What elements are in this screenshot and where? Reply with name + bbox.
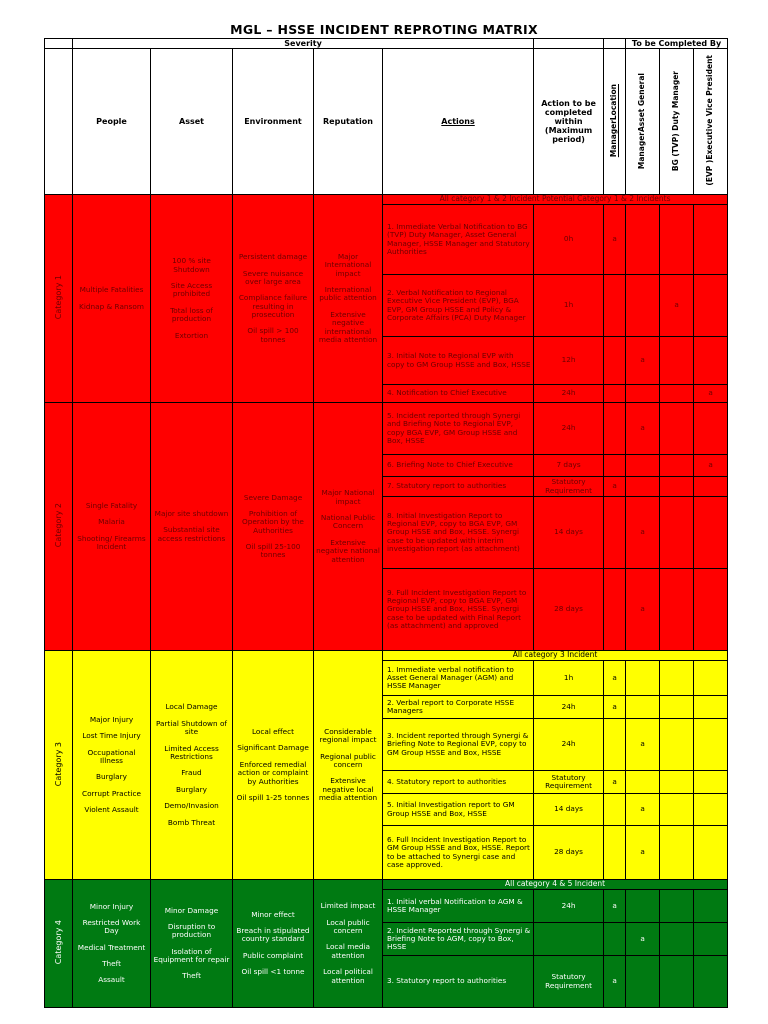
action-time: 14 days xyxy=(534,794,604,826)
responsibility-mark xyxy=(626,771,660,794)
responsibility-mark xyxy=(694,205,728,275)
severity-reputation-item: Local media attention xyxy=(326,942,370,960)
severity-asset-cell xyxy=(151,880,233,1008)
category-row xyxy=(45,195,728,205)
responsibility-mark xyxy=(604,794,626,826)
role-header-location-manager: ManagerLocation xyxy=(609,84,619,158)
responsibility-mark xyxy=(626,696,660,719)
responsibility-mark xyxy=(660,696,694,719)
role-header-evp: (EVP )Executive Vice President xyxy=(705,55,715,186)
responsibility-mark: a xyxy=(604,477,626,497)
responsibility-mark xyxy=(694,497,728,569)
severity-asset-cell xyxy=(151,651,233,880)
responsibility-mark xyxy=(626,205,660,275)
action-time: 24h xyxy=(534,890,604,923)
action-time: 1h xyxy=(534,661,604,696)
severity-asset-cell xyxy=(151,403,233,651)
severity-environment-item: Local effect xyxy=(251,727,295,737)
action-time: 24h xyxy=(534,696,604,719)
responsibility-mark xyxy=(660,890,694,923)
role-header-asset-general-manager: ManagerAsset General xyxy=(637,72,647,169)
action-time: 7 days xyxy=(534,455,604,477)
action-time: 28 days xyxy=(534,826,604,880)
severity-people-cell xyxy=(73,403,151,651)
severity-asset-item: 100 % site Shutdown xyxy=(172,256,211,274)
severity-asset-item: Demo/Invasion xyxy=(164,801,219,811)
severity-people-cell xyxy=(73,195,151,403)
responsibility-mark xyxy=(660,794,694,826)
category-row xyxy=(45,651,728,661)
category-label-text: Category 1 xyxy=(53,275,63,320)
responsibility-mark xyxy=(626,956,660,1008)
severity-people-cell xyxy=(73,880,151,1008)
responsibility-mark xyxy=(694,794,728,826)
severity-environment-cell xyxy=(233,880,314,1008)
responsibility-mark xyxy=(694,569,728,651)
responsibility-mark xyxy=(626,455,660,477)
responsibility-mark xyxy=(694,403,728,455)
category-label xyxy=(45,651,73,880)
severity-reputation-item: Local political attention xyxy=(323,967,373,985)
action-time: 12h xyxy=(534,337,604,385)
severity-environment-item: Severe Damage xyxy=(243,492,303,502)
severity-environment-item: Severe nuisance over large area xyxy=(242,268,304,286)
responsibility-mark xyxy=(694,890,728,923)
severity-environment-item: Oil spill 25-100 tonnes xyxy=(245,542,301,560)
severity-environment-cell xyxy=(233,195,314,403)
responsibility-mark xyxy=(660,719,694,771)
action-time: Statutory Requirement xyxy=(534,771,604,794)
responsibility-mark xyxy=(694,661,728,696)
severity-asset-item: Minor Damage xyxy=(164,905,219,915)
severity-reputation-item: Major International impact xyxy=(324,251,372,278)
action-time xyxy=(534,923,604,956)
severity-people-item: Restricted Work Day xyxy=(82,917,141,936)
severity-environment-item: Oil spill 1-25 tonnes xyxy=(236,792,310,802)
severity-reputation-item: International public attention xyxy=(319,285,377,303)
responsibility-mark: a xyxy=(604,956,626,1008)
action-time: 14 days xyxy=(534,497,604,569)
category-row xyxy=(45,880,728,890)
responsibility-mark: a xyxy=(604,696,626,719)
responsibility-mark xyxy=(626,661,660,696)
action-time: 24h xyxy=(534,403,604,455)
severity-reputation-item: Considerable regional impact xyxy=(319,726,377,745)
responsibility-mark xyxy=(660,826,694,880)
incident-matrix xyxy=(44,38,728,1008)
responsibility-mark xyxy=(694,956,728,1008)
responsibility-mark xyxy=(694,696,728,719)
category-label xyxy=(45,403,73,651)
reputation-header: Reputation xyxy=(314,49,383,195)
severity-people-item: Assault xyxy=(98,975,125,985)
severity-people-item: Corrupt Practice xyxy=(81,788,141,798)
responsibility-mark xyxy=(604,275,626,337)
action-text: 3. Initial Note to Regional EVP with copy to GM Group HSSE and Box, HSSE xyxy=(383,337,534,385)
severity-people-item: Single Fatality xyxy=(85,500,138,510)
severity-people-item: Lost Time Injury xyxy=(82,731,141,741)
severity-asset-item: Disruption to production xyxy=(167,921,216,940)
severity-reputation-item: Major National impact xyxy=(321,488,375,506)
category-label xyxy=(45,195,73,403)
asset-header: Asset xyxy=(151,49,233,195)
severity-asset-item: Burglary xyxy=(176,784,207,794)
page-title: MGL – HSSE INCIDENT REPROTING MATRIX xyxy=(230,22,538,37)
responsibility-mark: a xyxy=(626,403,660,455)
responsibility-mark: a xyxy=(626,794,660,826)
action-text: 7. Statutory report to authorities xyxy=(383,477,534,497)
action-text: 6. Briefing Note to Chief Executive xyxy=(383,455,534,477)
severity-asset-item: Partial Shutdown of site xyxy=(155,718,228,737)
people-header: People xyxy=(73,49,151,195)
all-category-label: All category 4 & 5 Incident xyxy=(383,880,728,890)
severity-reputation-item: National Public Concern xyxy=(320,513,376,531)
environment-header: Environment xyxy=(233,49,314,195)
severity-asset-item: Isolation of Equipment for repair xyxy=(153,946,230,965)
responsibility-mark xyxy=(604,826,626,880)
severity-people-cell xyxy=(73,651,151,880)
severity-asset-item: Bomb Threat xyxy=(167,817,216,827)
severity-environment-item: Persistent damage xyxy=(238,252,308,262)
severity-asset-item: Fraud xyxy=(181,768,202,778)
responsibility-mark xyxy=(660,385,694,403)
responsibility-mark xyxy=(694,337,728,385)
severity-asset-item: Major site shutdown xyxy=(154,509,229,519)
all-category-label: All category 3 Incident xyxy=(383,651,728,661)
responsibility-mark: a xyxy=(660,275,694,337)
severity-people-item: Minor Injury xyxy=(89,901,134,911)
severity-people-item: Shooting/ Firearms Incident xyxy=(77,533,146,552)
role-header-duty-manager: BG (TVP) Duty Manager xyxy=(671,70,681,171)
responsibility-mark xyxy=(694,826,728,880)
action-text: 5. Initial Investigation report to GM Group HSSE and Box, HSSE xyxy=(383,794,534,826)
responsibility-mark: a xyxy=(604,661,626,696)
severity-people-item: Theft xyxy=(102,959,121,969)
severity-reputation-item: Limited impact xyxy=(320,901,376,911)
severity-people-item: Occupational Illness xyxy=(87,747,136,765)
responsibility-mark: a xyxy=(626,923,660,956)
action-time-header: Action to be completed within (Maximum period) xyxy=(534,49,604,195)
severity-reputation-item: Extensive negative national attention xyxy=(316,537,380,564)
severity-reputation-item: Regional public concern xyxy=(320,751,376,769)
action-text: 4. Statutory report to authorities xyxy=(383,771,534,794)
severity-environment-item: Significant Damage xyxy=(237,743,309,753)
responsibility-mark xyxy=(660,569,694,651)
responsibility-mark: a xyxy=(604,890,626,923)
severity-environment-item: Prohibition of Operation by the Authorities xyxy=(242,508,304,535)
severity-header: Severity xyxy=(73,39,534,49)
responsibility-mark xyxy=(604,719,626,771)
severity-reputation-item: Local public concern xyxy=(326,917,370,936)
responsibility-mark xyxy=(660,923,694,956)
action-text: 4. Notification to Chief Executive xyxy=(383,385,534,403)
severity-asset-cell xyxy=(151,195,233,403)
category-label-text: Category 3 xyxy=(53,741,63,787)
action-text: 9. Full Incident Investigation Report to Regional EVP, copy to BGA EVP, GM Group HSSE and Box, HSSE. Synergi case to be updated with Final Report (as attachment) and approved xyxy=(383,569,534,651)
severity-asset-item: Limited Access Restrictions xyxy=(164,743,219,761)
responsibility-mark xyxy=(660,337,694,385)
responsibility-mark: a xyxy=(604,771,626,794)
severity-environment-item: Compliance failure resulting in prosecution xyxy=(238,293,308,320)
responsibility-mark xyxy=(660,956,694,1008)
action-text: 2. Incident Reported through Synergi & Briefing Note to AGM, copy to Box, HSSE xyxy=(383,923,534,956)
responsibility-mark xyxy=(660,403,694,455)
severity-asset-item: Substantial site access restrictions xyxy=(157,525,226,543)
responsibility-mark xyxy=(694,771,728,794)
responsibility-mark xyxy=(694,477,728,497)
action-text: 2. Verbal report to Corporate HSSE Managers xyxy=(383,696,534,719)
responsibility-mark: a xyxy=(626,497,660,569)
responsibility-mark xyxy=(626,275,660,337)
severity-people-item: Medical Treatment xyxy=(77,942,146,952)
responsibility-mark xyxy=(604,569,626,651)
category-label xyxy=(45,880,73,1008)
responsibility-mark xyxy=(626,890,660,923)
responsibility-mark: a xyxy=(604,205,626,275)
responsibility-mark xyxy=(660,771,694,794)
responsibility-mark xyxy=(604,455,626,477)
responsibility-mark: a xyxy=(626,826,660,880)
severity-asset-item: Total loss of production xyxy=(170,305,213,324)
responsibility-mark xyxy=(660,205,694,275)
action-text: 3. Incident reported through Synergi & Briefing Note to Regional EVP, copy to GM Group HSSE and Box, HSSE xyxy=(383,719,534,771)
severity-environment-item: Enforced remedial action or complaint by Authorities xyxy=(237,759,309,786)
responsibility-mark xyxy=(604,497,626,569)
responsibility-mark xyxy=(694,275,728,337)
to-be-completed-by-header: To be Completed By xyxy=(626,39,728,49)
severity-reputation-item: Extensive negative local media attention xyxy=(318,776,378,803)
severity-environment-item: Public complaint xyxy=(242,950,304,960)
severity-asset-item: Extortion xyxy=(174,330,209,340)
severity-people-item: Multiple Fatalities xyxy=(79,285,144,295)
responsibility-mark: a xyxy=(694,455,728,477)
category-row xyxy=(45,403,728,455)
severity-asset-item: Site Access prohibited xyxy=(170,281,213,299)
action-text: 1. Immediate verbal notification to Asset General Manager (AGM) and HSSE Manager xyxy=(383,661,534,696)
responsibility-mark: a xyxy=(626,337,660,385)
responsibility-mark xyxy=(604,385,626,403)
severity-reputation-cell xyxy=(314,651,383,880)
severity-reputation-cell xyxy=(314,195,383,403)
responsibility-mark: a xyxy=(626,719,660,771)
action-time: 28 days xyxy=(534,569,604,651)
severity-asset-item: Theft xyxy=(182,971,201,981)
actions-header: Actions xyxy=(441,117,475,127)
severity-people-item: Malaria xyxy=(98,517,125,527)
responsibility-mark xyxy=(604,403,626,455)
category-label-text: Category 4 xyxy=(53,920,63,965)
action-time: 1h xyxy=(534,275,604,337)
severity-reputation-item: Extensive negative international media attention xyxy=(318,309,378,345)
severity-reputation-cell xyxy=(314,403,383,651)
responsibility-mark xyxy=(660,455,694,477)
severity-people-item: Kidnap & Ransom xyxy=(79,301,144,311)
action-text: 1. Immediate Verbal Notification to BG (TVP) Duty Manager, Asset General Manager, HSSE Manager and Statutory Authorities xyxy=(383,205,534,275)
category-label-text: Category 2 xyxy=(53,503,63,548)
responsibility-mark xyxy=(604,923,626,956)
severity-environment-item: Breach in stipulated country standard xyxy=(236,926,310,944)
severity-environment-item: Oil spill <1 tonne xyxy=(241,967,305,977)
responsibility-mark: a xyxy=(694,385,728,403)
severity-people-item: Burglary xyxy=(96,772,127,782)
responsibility-mark: a xyxy=(626,569,660,651)
action-text: 2. Verbal Notification to Regional Executive Vice President (EVP), BGA EVP, GM Group HSSE and Policy & Corporate Affairs (PCA) Duty Manager xyxy=(383,275,534,337)
responsibility-mark xyxy=(604,337,626,385)
action-time: 24h xyxy=(534,719,604,771)
action-time: 24h xyxy=(534,385,604,403)
responsibility-mark xyxy=(694,923,728,956)
responsibility-mark xyxy=(626,477,660,497)
severity-environment-item: Oil spill > 100 tonnes xyxy=(247,326,299,344)
action-time: Statutory Requirement xyxy=(534,956,604,1008)
action-text: 3. Statutory report to authorities xyxy=(383,956,534,1008)
severity-environment-cell xyxy=(233,651,314,880)
severity-environment-cell xyxy=(233,403,314,651)
severity-people-item: Major Injury xyxy=(89,714,134,724)
responsibility-mark xyxy=(660,497,694,569)
action-text: 5. Incident reported through Synergi and Briefing Note to Regional EVP, copy BGA EVP, GM Group HSSE and Box, HSSE xyxy=(383,403,534,455)
action-time: Statutory Requirement xyxy=(534,477,604,497)
severity-asset-item: Local Damage xyxy=(165,702,218,712)
action-text: 8. Initial Investigation Report to Regional EVP, copy to BGA EVP, GM Group HSSE and Box, HSSE. Synergi case to be updated with interim investigation report (as attachment) xyxy=(383,497,534,569)
all-category-label: All category 1 & 2 Incident Potential Category 1 & 2 Incidents xyxy=(383,195,728,205)
responsibility-mark xyxy=(660,477,694,497)
severity-environment-item: Minor effect xyxy=(251,909,295,919)
action-text: 6. Full Incident Investigation Report to GM Group HSSE and Box, HSSE. Report to be attached to Synergi case and case approved. xyxy=(383,826,534,880)
responsibility-mark xyxy=(694,719,728,771)
action-text: 1. Initial verbal Notification to AGM & HSSE Manager xyxy=(383,890,534,923)
responsibility-mark xyxy=(660,661,694,696)
severity-people-item: Violent Assault xyxy=(84,805,139,815)
responsibility-mark xyxy=(626,385,660,403)
action-time: 0h xyxy=(534,205,604,275)
severity-reputation-cell xyxy=(314,880,383,1008)
